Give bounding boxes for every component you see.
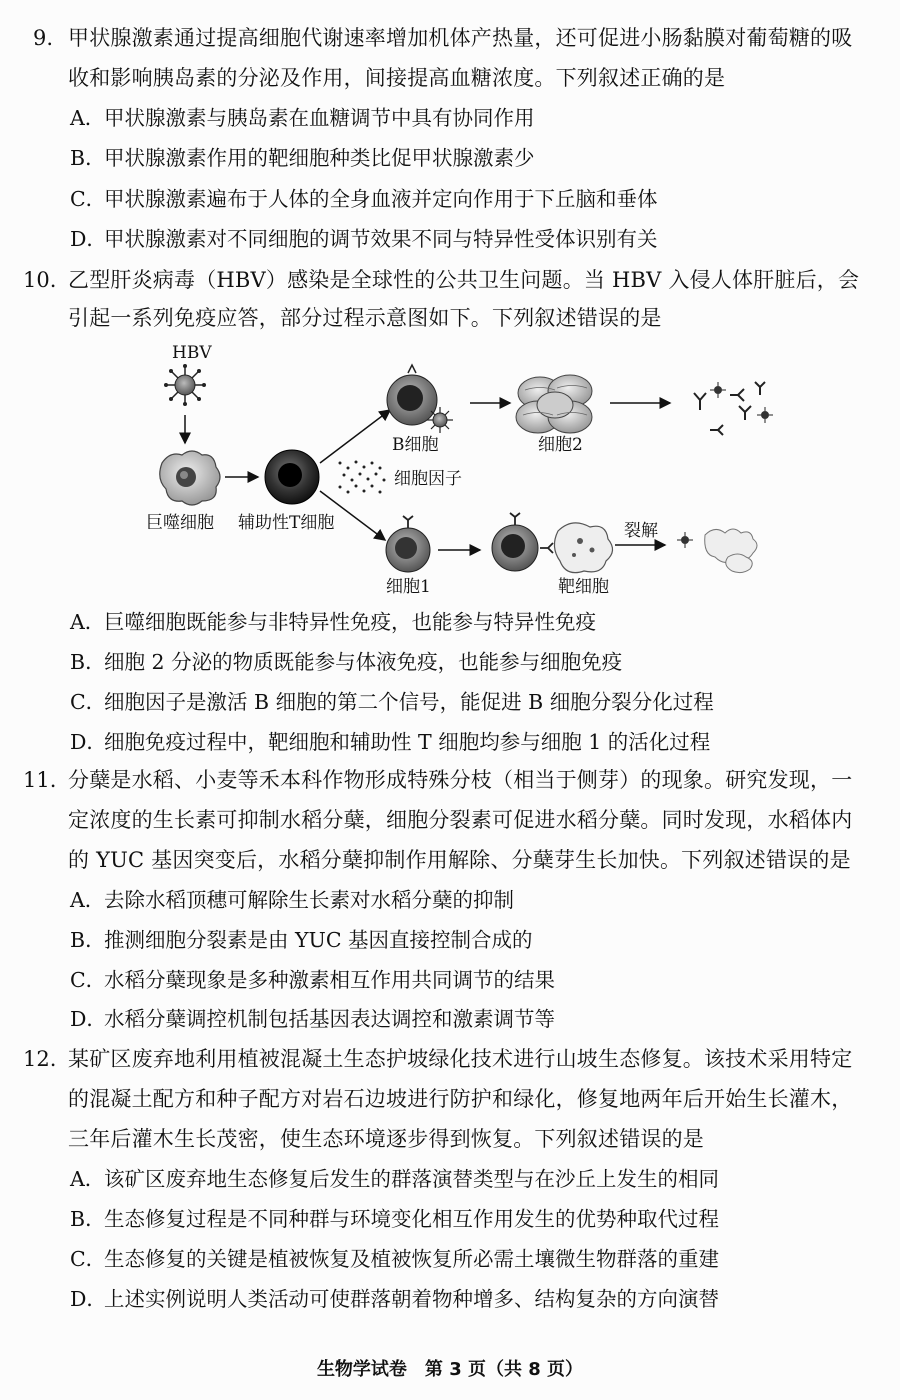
option-d bbox=[70, 1005, 555, 1033]
helper-t-cell-label: 辅助性T细胞 bbox=[238, 513, 335, 533]
option-b bbox=[70, 1205, 719, 1233]
hbv-label: HBV bbox=[172, 343, 212, 363]
option-letter: D． bbox=[70, 730, 107, 754]
cytokine-dots-icon bbox=[339, 461, 386, 494]
option-c bbox=[70, 185, 658, 213]
option-letter: C． bbox=[70, 1247, 107, 1271]
question-stem-line: 乙型肝炎病毒（HBV）感染是全球性的公共卫生问题。当 HBV 入侵人体肝脏后，会 bbox=[68, 268, 860, 292]
cytokine-label: 细胞因子 bbox=[394, 469, 462, 489]
question-number: 9. bbox=[33, 26, 54, 50]
option-text: 巨噬细胞既能参与非特异性免疫，也能参与特异性免疫 bbox=[104, 610, 596, 634]
b-cell-label: B细胞 bbox=[392, 435, 439, 455]
option-text: 上述实例说明人类活动可使群落朝着物种增多、结构复杂的方向演替 bbox=[104, 1287, 719, 1311]
option-a bbox=[70, 1165, 719, 1193]
option-c bbox=[70, 688, 714, 716]
lysis-label: 裂解 bbox=[624, 521, 658, 541]
macrophage-label: 巨噬细胞 bbox=[146, 513, 214, 533]
antibodies-icon bbox=[694, 382, 765, 435]
page-footer: 生物学试卷 第 3 页（共 8 页） bbox=[316, 1359, 584, 1380]
lysed-cell-icon bbox=[677, 529, 757, 573]
option-a bbox=[70, 608, 596, 636]
option-text: 推测细胞分裂素是由 YUC 基因直接控制合成的 bbox=[104, 928, 533, 952]
option-letter: D． bbox=[70, 1287, 107, 1311]
cytotoxic-cell-icon bbox=[492, 513, 553, 571]
question-number: 11. bbox=[23, 768, 57, 792]
option-letter: A． bbox=[70, 888, 106, 912]
option-letter: D． bbox=[70, 1007, 107, 1031]
diagram-graphics bbox=[140, 335, 790, 605]
option-letter: B． bbox=[70, 650, 106, 674]
option-text: 甲状腺激素遍布于人体的全身血液并定向作用于下丘脑和垂体 bbox=[104, 187, 658, 211]
question-stem-line: 的 YUC 基因突变后，水稻分蘖抑制作用解除、分蘖芽生长加快。下列叙述错误的是 bbox=[68, 848, 851, 872]
cell-2-label: 细胞2 bbox=[538, 435, 583, 455]
question-stem-line: 分蘖是水稻、小麦等禾本科作物形成特殊分枝（相当于侧芽）的现象。研究发现，一 bbox=[68, 768, 853, 792]
hbv-virus-icon bbox=[164, 364, 206, 406]
option-a bbox=[70, 886, 514, 914]
immune-response-diagram bbox=[140, 335, 790, 605]
option-letter: B． bbox=[70, 928, 106, 952]
option-letter: B． bbox=[70, 146, 106, 170]
option-text: 该矿区废弃地生态修复后发生的群落演替类型与在沙丘上发生的相同 bbox=[104, 1167, 719, 1191]
question-stem-line: 的混凝土配方和种子配方对岩石边坡进行防护和绿化，修复地两年后开始生长灌木， bbox=[68, 1087, 853, 1111]
option-text: 细胞免疫过程中，靶细胞和辅助性 T 细胞均参与细胞 1 的活化过程 bbox=[104, 730, 711, 754]
question-number: 12. bbox=[23, 1047, 57, 1071]
option-d bbox=[70, 1285, 719, 1313]
option-letter: C． bbox=[70, 690, 107, 714]
option-b bbox=[70, 144, 535, 172]
option-letter: A． bbox=[70, 610, 106, 634]
target-cell-icon bbox=[554, 523, 612, 573]
option-c bbox=[70, 966, 555, 994]
question-stem-line: 甲状腺激素通过提高细胞代谢速率增加机体产热量，还可促进小肠黏膜对葡萄糖的吸 bbox=[68, 26, 853, 50]
option-text: 生态修复过程是不同种群与环境变化相互作用发生的优势种取代过程 bbox=[104, 1207, 719, 1231]
b-cell-icon bbox=[387, 365, 437, 425]
option-text: 细胞因子是激活 B 细胞的第二个信号，能促进 B 细胞分裂分化过程 bbox=[104, 690, 714, 714]
cell-1-icon bbox=[386, 516, 430, 572]
option-text: 甲状腺激素作用的靶细胞种类比促甲状腺激素少 bbox=[104, 146, 535, 170]
cell-1-label: 细胞1 bbox=[386, 577, 431, 597]
question-stem-line: 三年后灌木生长茂密，使生态环境逐步得到恢复。下列叙述错误的是 bbox=[68, 1127, 704, 1151]
target-cell-label: 靶细胞 bbox=[558, 577, 609, 597]
question-stem-line: 某矿区废弃地利用植被混凝土生态护坡绿化技术进行山坡生态修复。该技术采用特定 bbox=[68, 1047, 853, 1071]
option-d bbox=[70, 225, 658, 253]
option-text: 甲状腺激素对不同细胞的调节效果不同与特异性受体识别有关 bbox=[104, 227, 658, 251]
option-text: 去除水稻顶穗可解除生长素对水稻分蘖的抑制 bbox=[104, 888, 514, 912]
option-a bbox=[70, 104, 535, 132]
option-c bbox=[70, 1245, 719, 1273]
option-letter: D． bbox=[70, 227, 107, 251]
option-text: 水稻分蘖调控机制包括基因表达调控和激素调节等 bbox=[104, 1007, 555, 1031]
helper-t-cell-icon bbox=[265, 450, 319, 504]
option-letter: C． bbox=[70, 968, 107, 992]
question-stem-line: 定浓度的生长素可抑制水稻分蘖，细胞分裂素可促进水稻分蘖。同时发现，水稻体内 bbox=[68, 808, 853, 832]
question-stem-line: 引起一系列免疫应答，部分过程示意图如下。下列叙述错误的是 bbox=[68, 306, 662, 330]
option-text: 细胞 2 分泌的物质既能参与体液免疫，也能参与细胞免疫 bbox=[104, 650, 623, 674]
option-letter: A． bbox=[70, 106, 106, 130]
option-text: 甲状腺激素与胰岛素在血糖调节中具有协同作用 bbox=[104, 106, 535, 130]
macrophage-icon bbox=[160, 451, 220, 505]
option-text: 水稻分蘖现象是多种激素相互作用共同调节的结果 bbox=[104, 968, 555, 992]
virus-icon bbox=[710, 382, 773, 423]
option-b bbox=[70, 648, 622, 676]
option-letter: C． bbox=[70, 187, 107, 211]
question-stem-line: 收和影响胰岛素的分泌及作用，间接提高血糖浓度。下列叙述正确的是 bbox=[68, 66, 726, 90]
cell-2-icon bbox=[516, 375, 592, 433]
option-letter: B． bbox=[70, 1207, 106, 1231]
option-letter: A． bbox=[70, 1167, 106, 1191]
option-text: 生态修复的关键是植被恢复及植被恢复所必需土壤微生物群落的重建 bbox=[104, 1247, 719, 1271]
option-d bbox=[70, 728, 710, 756]
option-b bbox=[70, 926, 533, 954]
question-number: 10. bbox=[23, 268, 57, 292]
